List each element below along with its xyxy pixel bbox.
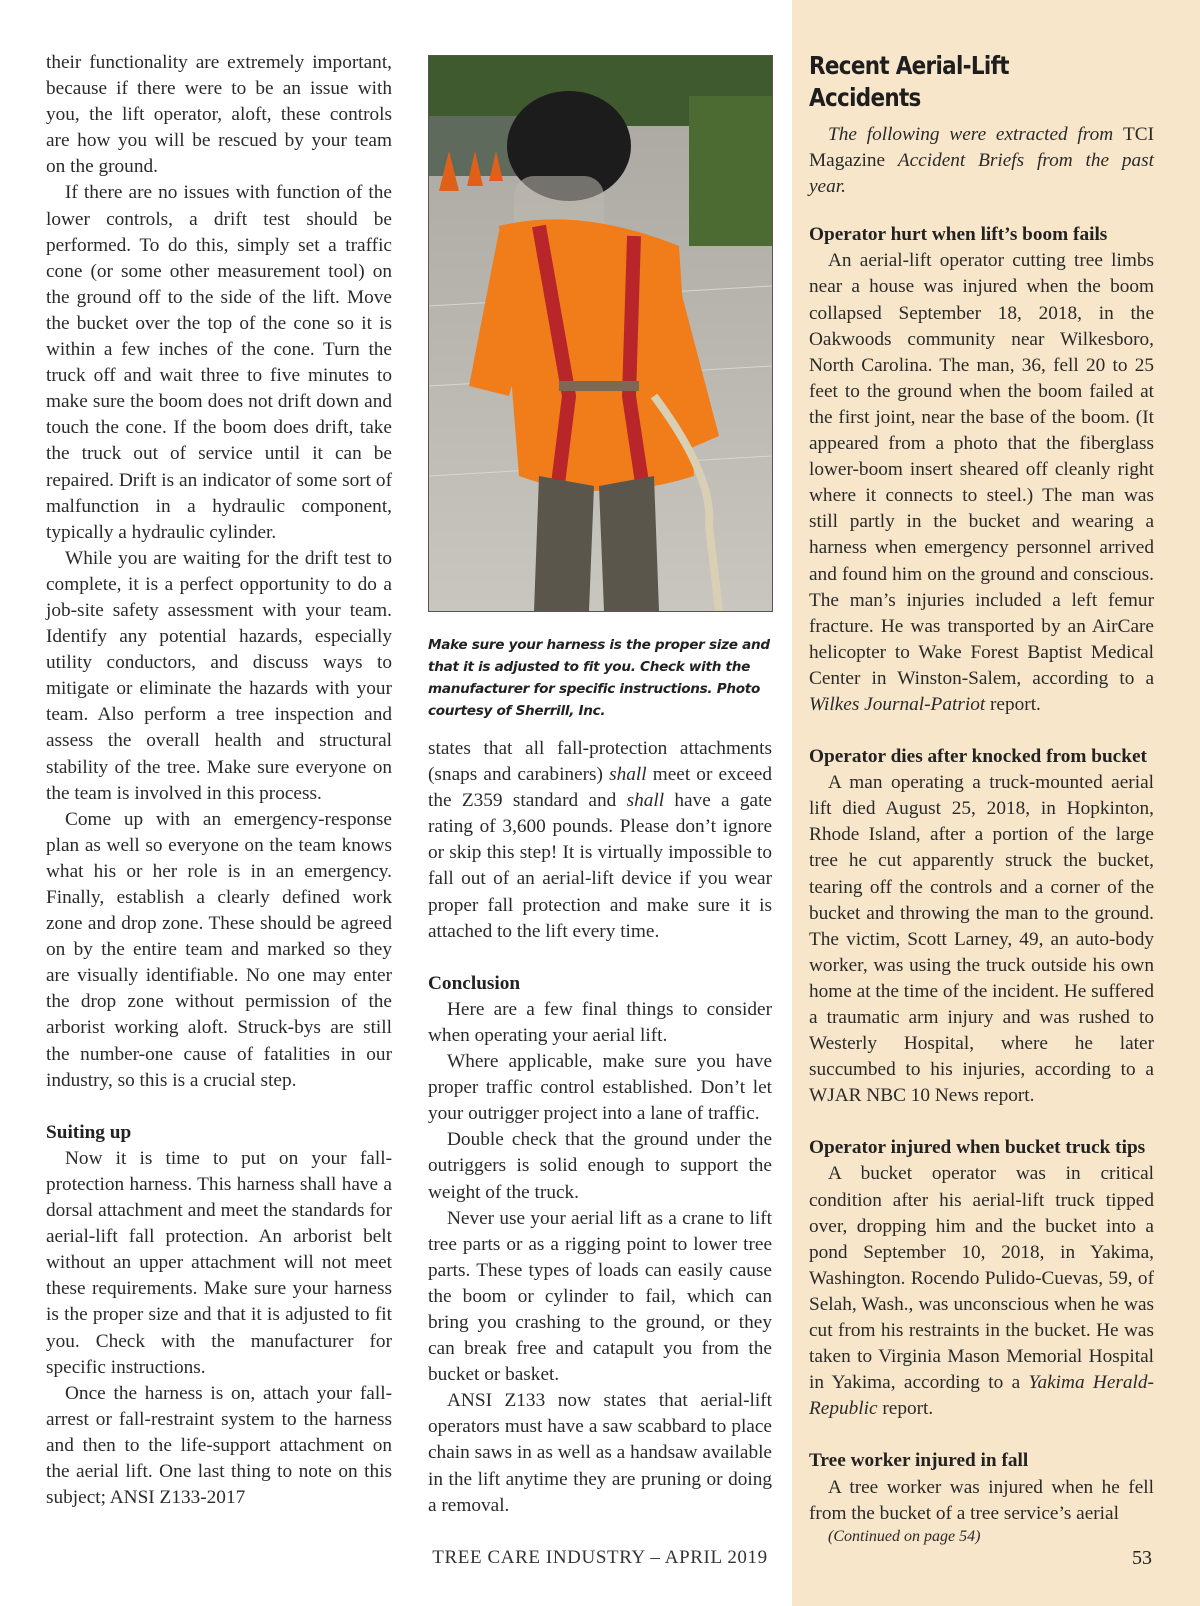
paragraph: states that all fall-protection attachments (snaps and carabiners) shall meet or exceed the Z359 standard and shall have a gate rating of 3,600 pounds. Please don’t ignore or skip this step! It is virtually impossible to fall out of an aerial-lift device if you wear proper fall protection and make sure it is attached to the lift every time.	[428, 738, 772, 942]
accident-heading: Operator hurt when lift’s boom fails	[809, 224, 1108, 246]
article-column-2	[428, 736, 772, 1519]
accident-paragraph: A tree worker was injured when he fell from the bucket of a tree service’s aerial	[809, 1476, 1154, 1524]
paragraph: Once the harness is on, attach your fall-arrest or fall-restraint system to the harness and then to the life-support attachment on the aerial lift. One last thing to note on this subject; ANSI Z133-2017	[46, 1382, 392, 1509]
paragraph: Now it is time to put on your fall-protection harness. This harness shall have a dorsal attachment and meet the standards for aerial-lift fall protection. An arborist belt without an upper attachment will not meet these requirements. Make sure your harness is the proper size and that it is adjusted to fit you. Check with the manufacturer for specific instructions.	[46, 1147, 392, 1378]
paragraph: Where applicable, make sure you have proper traffic control established. Don’t let your outrigger project into a lane of traffic.	[428, 1051, 772, 1125]
paragraph: While you are waiting for the drift test to complete, it is a perfect opportunity to do a job-site safety assessment with your team. Identify any potential hazards, especially utility conductors, and discuss ways to mitigate or eliminate the hazards with your team. Also perform a tree inspection and assess the overall health and structural stability of the tree. Make sure everyone on the team is involved in this process.	[46, 547, 392, 804]
accident-heading: Tree worker injured in fall	[809, 1450, 1029, 1472]
paragraph: Here are a few final things to consider when operating your aerial lift.	[428, 998, 772, 1046]
accident-heading: Operator dies after knocked from bucket	[809, 746, 1147, 768]
paragraph: Double check that the ground under the outriggers is solid enough to support the weight of the truck.	[428, 1129, 772, 1203]
continued-note: (Continued on page 54)	[828, 1527, 981, 1545]
accident-paragraph: A man operating a truck-mounted aerial lift died August 25, 2018, in Hopkinton, Rhode Island, after a portion of the large tree he cut apparently struck the bucket, tearing off the controls and a corner of the bucket and throwing the man to the ground. The victim, Scott Larney, 49, an auto-body worker, was using the truck outside his own home at the time of the incident. He suffered a traumatic arm injury and was rushed to Westerly Hospital, where he later succumbed to his injuries, according to a WJAR NBC 10 News report.	[809, 772, 1154, 1107]
harness-photo	[428, 55, 773, 612]
paragraph: ANSI Z133 now states that aerial-lift operators must have a saw scabbard to place chain saws in as well as a handsaw available in the lift anytime they are pruning or doing a removal.	[428, 1390, 772, 1516]
accident-paragraph: An aerial-lift operator cutting tree limbs near a house was injured when the boom collapsed September 18, 2018, in the Oakwoods community near Wilkesboro, North Carolina. The man, 36, fell 20 to 25 feet to the ground when the boom failed at the first joint, near the base of the boom. (It appeared from a photo that the fiberglass lower-boom insert sheared off cleanly right where it connects to steel.) The man was still partly in the bucket and wearing a harness when emergency personnel arrived and found him on the ground and conscious. The man’s injuries included a left femur fracture. He was transported by an AirCare helicopter to Wake Forest Baptist Medical Center in Winston-Salem, according to a Wilkes Journal-Patriot report.	[809, 250, 1154, 715]
paragraph: If there are no issues with function of the lower controls, a drift test should be performed. To do this, simply set a traffic cone (or some other measurement tool) on the ground off to the side of the lift. Move the bucket over the top of the cone so it is within a few inches of the cone. Turn the truck off and wait three to five minutes to make sure the boom does not drift down and touch the cone. If the boom does drift, take the truck out of service until it can be repaired. Drift is an indicator of some sort of malfunction in a hydraulic component, typically a hydraulic cylinder.	[46, 182, 392, 543]
section-heading-conclusion: Conclusion	[428, 972, 521, 994]
accident-paragraph: A bucket operator was in critical condition after his aerial-lift truck tipped over, dropping him and the bucket into a pond September 10, 2018, in Yakima, Washington. Rocendo Pulido-Cuevas, 59, of Selah, Wash., was unconscious when he was cut from his restraints in the bucket. He was taken to Virginia Mason Memorial Hospital in Yakima, according to a Yakima Herald-Republic report.	[809, 1163, 1154, 1420]
section-heading-suiting-up: Suiting up	[46, 1121, 132, 1143]
photo-caption: Make sure your harness is the proper size and that it is adjusted to fit you. Check with the manufacturer for specific instructions. Photo courtesy of Sherrill, Inc.	[428, 637, 770, 719]
article-column-1	[46, 50, 392, 1511]
paragraph: Never use your aerial lift as a crane to lift tree parts or as a rigging point to lower tree parts. These types of loads can easily cause the boom or cylinder to fail, which can bring you crashing to the ground, or they can break free and catapult you from the bucket or basket.	[428, 1207, 772, 1386]
paragraph: Come up with an emergency-response plan as well so everyone on the team knows what his or her role is in an emergency. Finally, establish a clearly defined work zone and drop zone. These should be agreed on by the entire team and marked so they are visually identifiable. No one may enter the drop zone without permission of the arborist working aloft. Struck-bys are still the number-one cause of fatalities in our industry, so this is a crucial step.	[46, 808, 392, 1091]
paragraph: their functionality are extremely important, because if there were to be an issue with you, the lift operator, aloft, these controls are how you will be rescued by your team on the ground.	[46, 52, 392, 178]
accident-heading: Operator injured when bucket truck tips	[809, 1137, 1146, 1159]
sidebar-title: Recent Aerial-Lift Accidents	[809, 51, 1009, 112]
sidebar-intro: The following were extracted from TCI Magazine Accident Briefs from the past year.	[809, 124, 1154, 198]
publication-footer: TREE CARE INDUSTRY – APRIL 2019	[432, 1547, 768, 1568]
page-number: 53	[1132, 1547, 1152, 1569]
sidebar-column	[809, 50, 1154, 1547]
